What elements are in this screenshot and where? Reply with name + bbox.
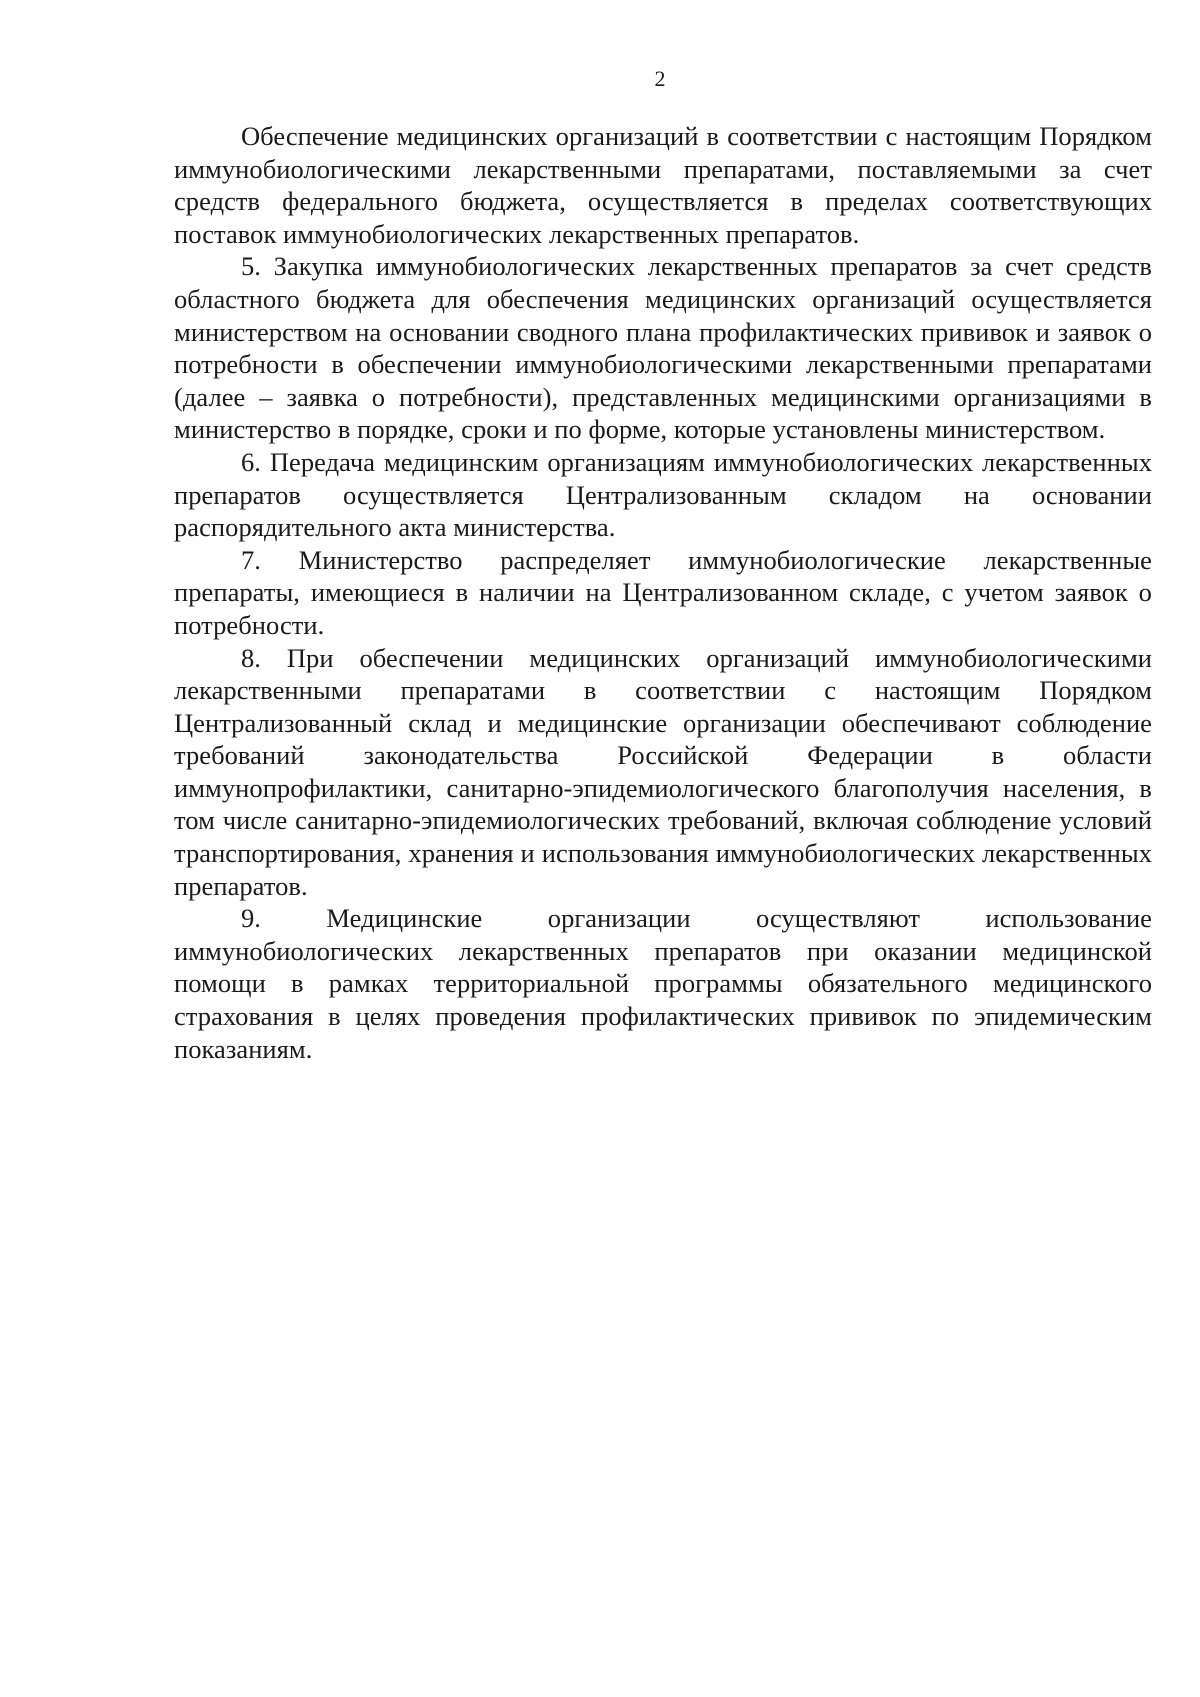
paragraph-item-5: 5. Закупка иммунобиологических лекарственных препаратов за счет средств областного бюджета для обеспечения медицинских организаций осуществляется министерством на основании сводного плана профилактических прививок и заявок о потребности в обеспечении иммунобиологическими лекарственными препаратами (далее – заявка о потребности), представленных медицинскими организациями в министерство в порядке, сроки и по форме, которые установлены министерством. [174, 251, 1152, 445]
paragraph-supply-federal: Обеспечение медицинских организаций в соответствии с настоящим Порядком иммунобиологическими лекарственными препаратами, поставляемыми за счет средств федерального бюджета, осуществляется в пределах соответствующих поставок иммунобиологических лекарственных препаратов. [174, 121, 1152, 249]
paragraph-item-8: 8. При обеспечении медицинских организаций иммунобиологическими лекарственными препаратами в соответствии с настоящим Порядком Централизованный склад и медицинские организации обеспечивают соблюдение требований законодательства Российской Федерации в области иммунопрофилактики, санитарно-эпидемиологического благополучия населения, в том числе санитарно-эпидемиологических требований, включая соблюдение условий транспортирования, хранения и использования иммунобиологических лекарственных препаратов. [174, 642, 1152, 901]
document-body [174, 120, 1152, 1065]
paragraph-item-7: 7. Министерство распределяет иммунобиологические лекарственные препараты, имеющиеся в наличии на Централизованном складе, с учетом заявок о потребности. [174, 544, 1152, 640]
paragraph-item-6: 6. Передача медицинским организациям иммунобиологических лекарственных препаратов осуществляется Централизованным складом на основании распорядительного акта министерства. [174, 446, 1152, 543]
page-number: 2 [654, 66, 666, 91]
paragraph-item-9: 9. Медицинские организации осуществляют использование иммунобиологических лекарственных препаратов при оказании медицинской помощи в рамках территориальной программы обязательного медицинского страхования в целях проведения профилактических прививок по эпидемическим показаниям. [174, 903, 1152, 1064]
